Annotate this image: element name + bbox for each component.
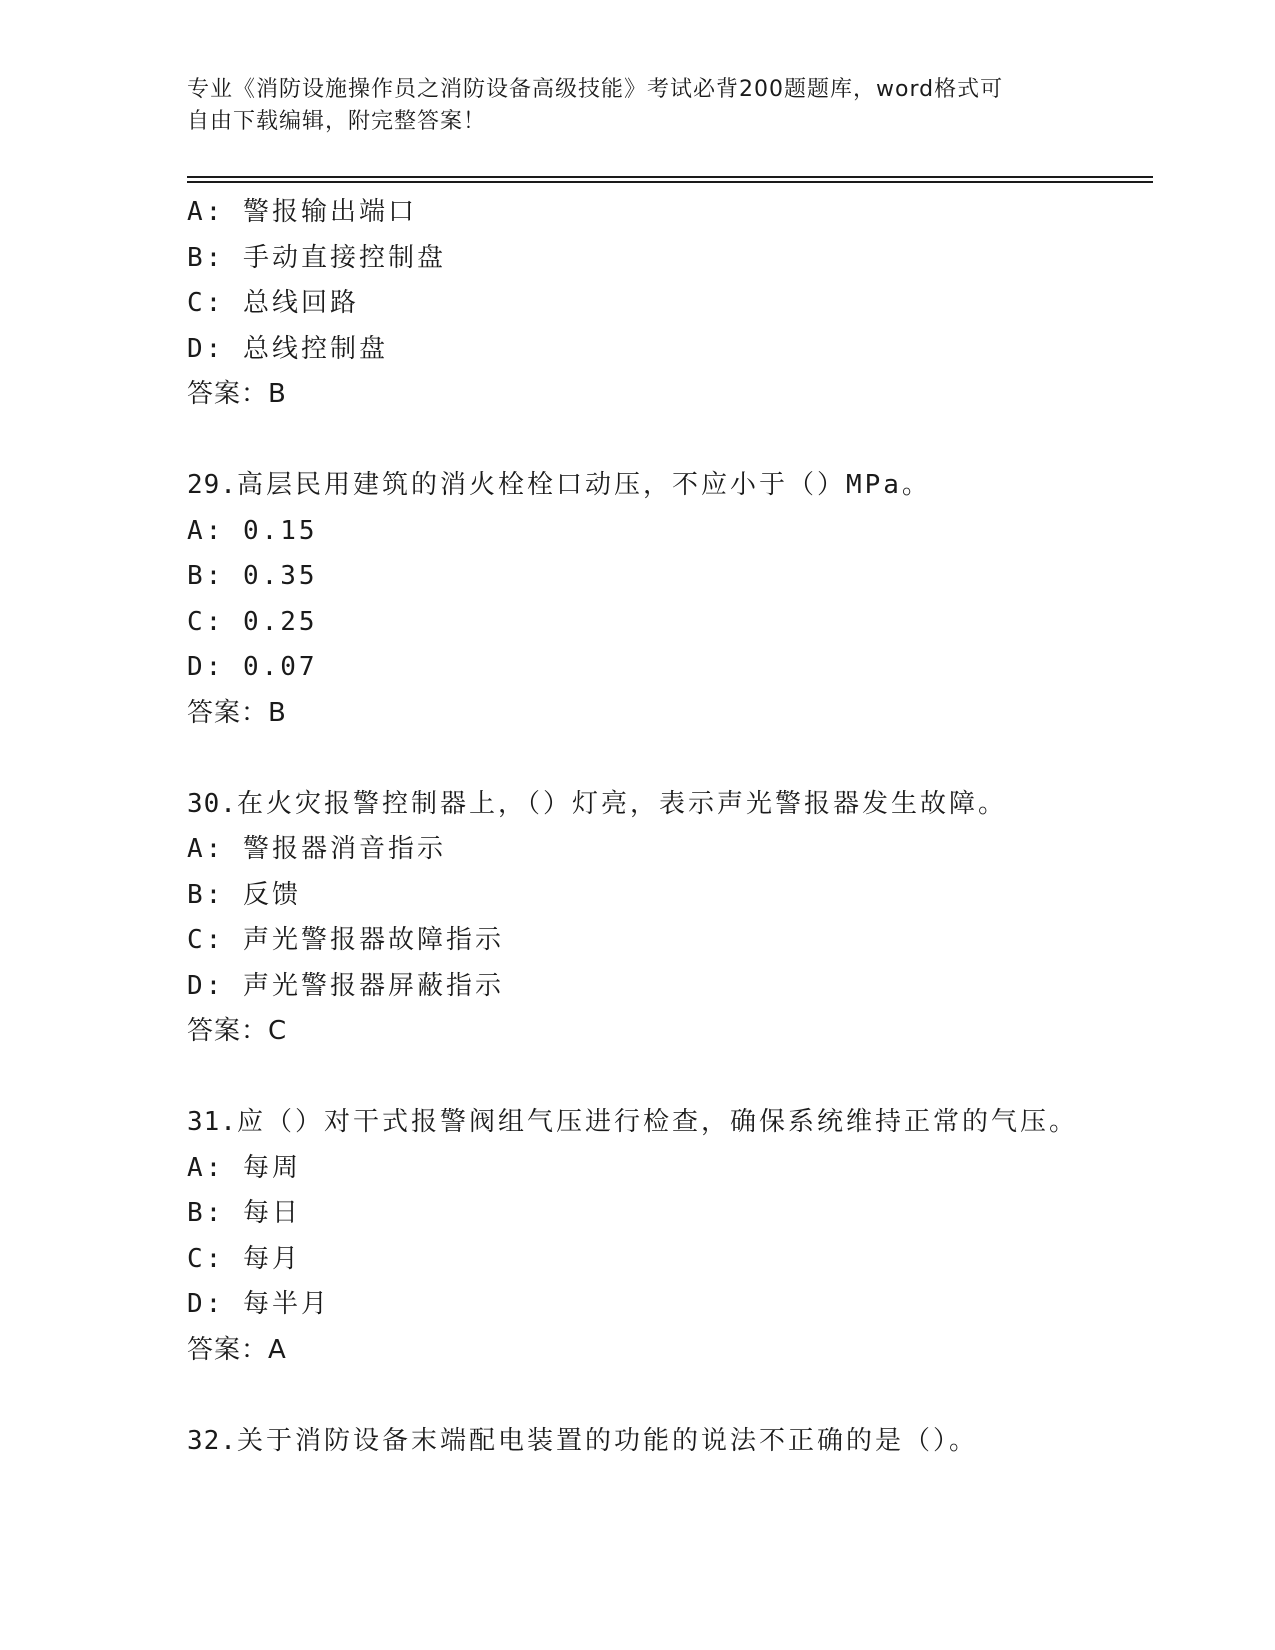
header-title-line-1: 专业《消防设施操作员之消防设备高级技能》考试必背200题题库，word格式可 xyxy=(187,77,1004,102)
question-text: 高层民用建筑的消火栓栓口动压，不应小于（）MPa。 xyxy=(236,470,931,500)
spacer xyxy=(187,736,1187,782)
question-stem xyxy=(187,463,1187,509)
question-block-32 xyxy=(187,1419,1187,1465)
option-d: D: 0.07 xyxy=(187,652,318,682)
question-text: 关于消防设备末端配电装置的功能的说法不正确的是（）。 xyxy=(236,1425,978,1456)
option-a: A: 每周 xyxy=(187,1152,301,1183)
spacer xyxy=(187,418,1187,464)
header-divider-bottom xyxy=(187,181,1153,183)
question-text: 应（）对干式报警阀组气压进行检查，确保系统维持正常的气压。 xyxy=(236,1107,1078,1137)
question-stem xyxy=(187,782,1187,828)
spacer xyxy=(187,1373,1187,1419)
option-b: B: 每日 xyxy=(187,1198,301,1228)
question-block-29 xyxy=(187,463,1187,736)
option-d: D: 每半月 xyxy=(187,1289,330,1319)
option-c: C: 0.25 xyxy=(187,606,318,637)
answer-line: 答案：B xyxy=(187,379,287,409)
option-a: A: 警报器消音指示 xyxy=(187,834,446,864)
option-c: C: 总线回路 xyxy=(187,288,359,318)
header-title-line-2: 自由下载编辑，附完整答案！ xyxy=(187,109,487,134)
question-number: 30. xyxy=(187,788,237,819)
question-block-31 xyxy=(187,1100,1187,1373)
spacer xyxy=(187,1055,1187,1101)
question-number: 32. xyxy=(187,1425,237,1456)
header-divider-top xyxy=(187,176,1153,178)
question-block-28 xyxy=(187,190,1187,418)
answer-line: 答案：C xyxy=(187,1016,288,1046)
question-text: 在火灾报警控制器上，（）灯亮，表示声光警报器发生故障。 xyxy=(236,788,1007,819)
option-b: B: 0.35 xyxy=(187,561,318,591)
question-number: 31. xyxy=(187,1107,237,1137)
option-d: D: 总线控制盘 xyxy=(187,333,388,364)
question-block-30 xyxy=(187,782,1187,1055)
answer-line: 答案：A xyxy=(187,1334,287,1365)
question-stem xyxy=(187,1419,1187,1465)
question-stem xyxy=(187,1100,1187,1146)
question-number: 29. xyxy=(187,470,237,500)
option-c: C: 每月 xyxy=(187,1243,301,1274)
option-d: D: 声光警报器屏蔽指示 xyxy=(187,970,504,1001)
option-c: C: 声光警报器故障指示 xyxy=(187,925,504,955)
option-a: A: 0.15 xyxy=(187,515,318,546)
answer-line: 答案：B xyxy=(187,697,287,728)
option-a: A: 警报输出端口 xyxy=(187,197,417,227)
option-b: B: 手动直接控制盘 xyxy=(187,242,446,273)
option-b: B: 反馈 xyxy=(187,879,301,910)
document-header xyxy=(187,74,1067,138)
question-list xyxy=(187,190,1187,1464)
